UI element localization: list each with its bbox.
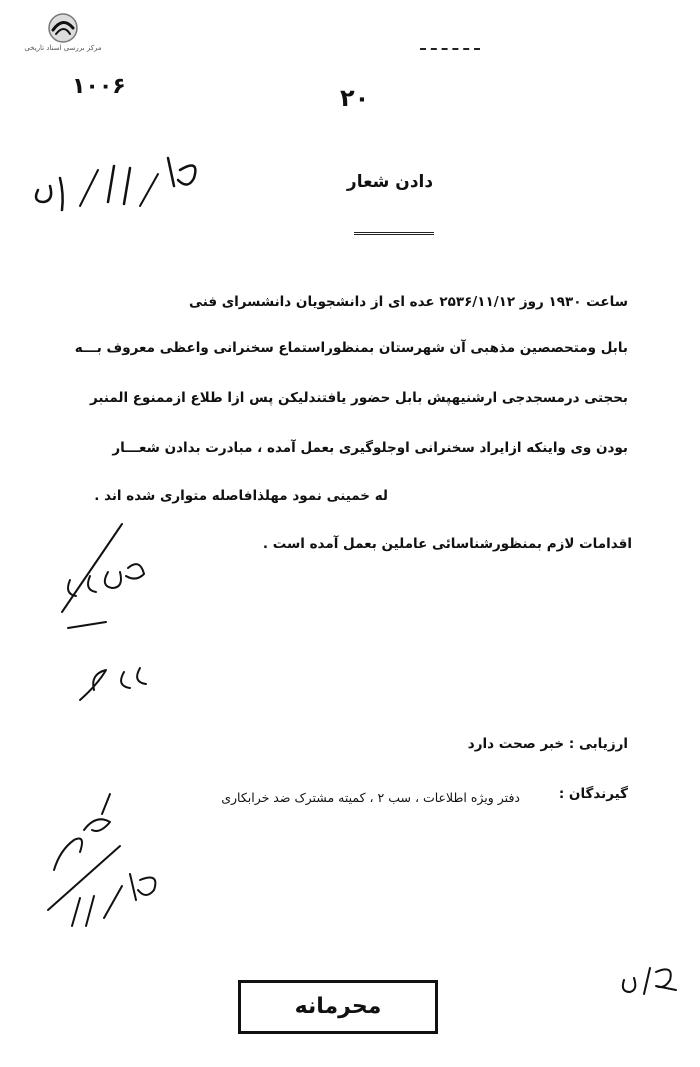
body-line-5: له خمینی نمود مهلذافاصله متواری شده اند . bbox=[94, 488, 388, 504]
archive-logo-caption: مرکز بررسی اسناد تاریخی bbox=[24, 44, 102, 52]
handwritten-margin-note bbox=[50, 520, 180, 710]
body-line-2: بابل ومتحصصین مذهبی آن شهرستان بمنظوراستماع سخنرانی واعظی معروف بـــه bbox=[74, 340, 628, 356]
document-number: ۱۰۰۶ bbox=[72, 74, 126, 99]
header-dashed-rule bbox=[420, 48, 480, 50]
evaluation-line: ارزیابی : خبر صحت دارد bbox=[467, 736, 628, 752]
body-line-4: بودن وی واینکه ازایراد سخنرانی اوجلوگیری بعمل آمده ، مبادرت بدادن شعـــار bbox=[112, 440, 628, 456]
action-line: اقدامات لازم بمنظورشناسائی عاملین بعمل آمده است . bbox=[262, 536, 632, 552]
handwritten-date bbox=[28, 150, 208, 230]
document-title: دادن شعار bbox=[346, 172, 434, 192]
recipients-value: دفتر ویژه اطلاعات ، سب ۲ ، کمیته مشترک ضد خرابکاری bbox=[221, 790, 520, 805]
recipients-label: گیرندگان : bbox=[558, 786, 628, 802]
handwritten-signature bbox=[40, 790, 160, 930]
handwritten-page-mark bbox=[620, 960, 680, 1000]
body-line-1: ساعت ۱۹۳۰ روز ۲۵۳۶/۱۱/۱۲ عده ای از دانشجویان دانشسرای فنی bbox=[189, 294, 628, 310]
title-underline bbox=[354, 232, 434, 235]
page-number: ۲۰ bbox=[340, 84, 370, 112]
body-line-3: بحجتی درمسجدجی ارشنیهپش بابل حضور یافتندلیکن پس ازا طلاع ازممنوع المنبر bbox=[89, 390, 628, 406]
classification-stamp: محرمانه bbox=[238, 980, 438, 1034]
